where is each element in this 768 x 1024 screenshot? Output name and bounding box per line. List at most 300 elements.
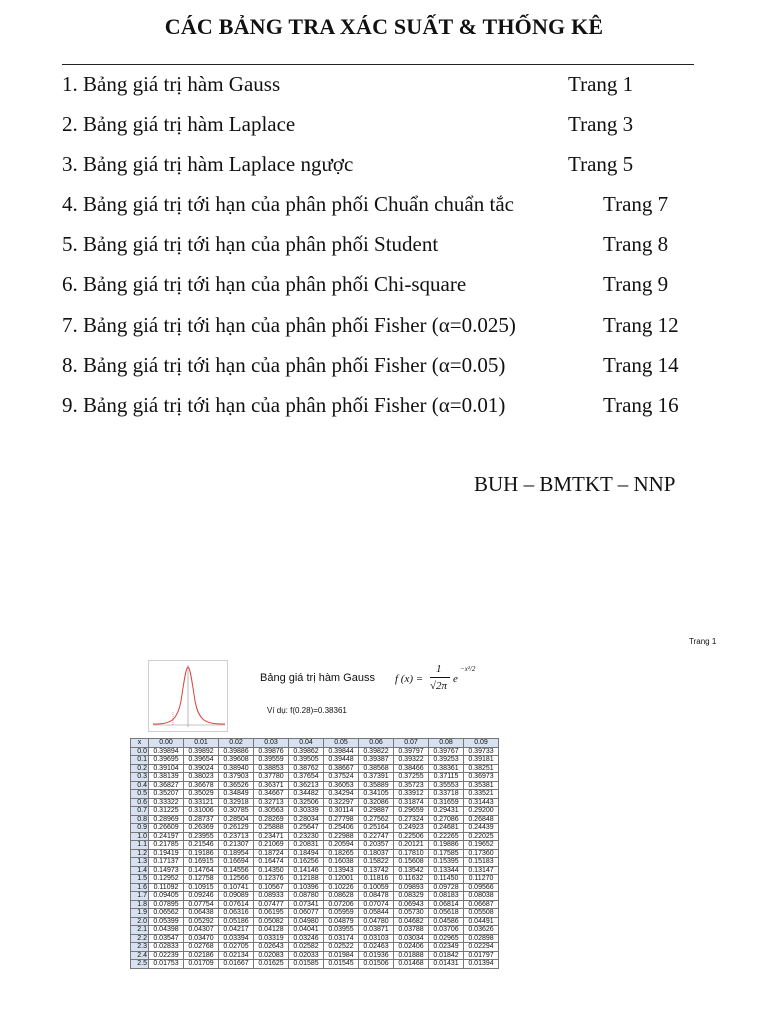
table-cell: 0.08478 <box>359 892 394 901</box>
table-cell: 0.08038 <box>464 892 499 901</box>
table-cell: 0.07074 <box>359 900 394 909</box>
table-cell: 0.30339 <box>289 807 324 816</box>
table-cell: 0.20357 <box>359 841 394 850</box>
table-cell: 0.37255 <box>394 773 429 782</box>
table-cell: 0.05618 <box>429 909 464 918</box>
table-cell: 0.36526 <box>219 781 254 790</box>
table-cell: 0.35889 <box>359 781 394 790</box>
table-cell: 0.26129 <box>219 824 254 833</box>
table-cell: 0.20121 <box>394 841 429 850</box>
row-header: 2.3 <box>131 943 149 952</box>
table-cell: 0.04307 <box>184 926 219 935</box>
table-cell: 0.39797 <box>394 747 429 756</box>
table-cell: 0.37524 <box>324 773 359 782</box>
table-cell: 0.37780 <box>254 773 289 782</box>
table-cell: 0.38023 <box>184 773 219 782</box>
table-cell: 0.05186 <box>219 917 254 926</box>
row-header: 0.6 <box>131 798 149 807</box>
table-cell: 0.04128 <box>254 926 289 935</box>
table-row <box>131 798 499 807</box>
table-cell: 0.02033 <box>289 951 324 960</box>
table-row <box>131 926 499 935</box>
table-cell: 0.05508 <box>464 909 499 918</box>
table-cell: 0.20831 <box>289 841 324 850</box>
table-cell: 0.19652 <box>464 841 499 850</box>
table-cell: 0.09089 <box>219 892 254 901</box>
table-cell: 0.12188 <box>289 875 324 884</box>
table-cell: 0.28737 <box>184 815 219 824</box>
formula-denominator: √2π <box>430 680 448 692</box>
table-cell: 0.02582 <box>289 943 324 952</box>
table-cell: 0.33322 <box>149 798 184 807</box>
table-cell: 0.32086 <box>359 798 394 807</box>
table-cell: 0.12566 <box>219 875 254 884</box>
table-cell: 0.01888 <box>394 951 429 960</box>
table-cell: 0.38568 <box>359 764 394 773</box>
table-cell: 0.11270 <box>464 875 499 884</box>
table-row <box>131 883 499 892</box>
toc-item-8[interactable]: 8. Bảng giá trị tới hạn của phân phối Fisher (α=0.05) <box>62 353 506 377</box>
table-cell: 0.33912 <box>394 790 429 799</box>
table-cell: 0.35553 <box>429 781 464 790</box>
table-cell: 0.39024 <box>184 764 219 773</box>
table-cell: 0.08628 <box>324 892 359 901</box>
table-cell: 0.34105 <box>359 790 394 799</box>
table-cell: 0.36213 <box>289 781 324 790</box>
table-cell: 0.02349 <box>429 943 464 952</box>
table-cell: 0.19419 <box>149 849 184 858</box>
table-cell: 0.18494 <box>289 849 324 858</box>
row-header: 1.1 <box>131 841 149 850</box>
table-cell: 0.02186 <box>184 951 219 960</box>
table-cell: 0.35207 <box>149 790 184 799</box>
formula-base: e <box>453 673 458 685</box>
table-cell: 0.07614 <box>219 900 254 909</box>
table-cell: 0.01842 <box>429 951 464 960</box>
column-header: 0.01 <box>184 739 219 748</box>
table-cell: 0.36973 <box>464 773 499 782</box>
table-cell: 0.38853 <box>254 764 289 773</box>
table-cell: 0.04491 <box>464 917 499 926</box>
page-label: Trang 1 <box>689 637 717 646</box>
table-cell: 0.33718 <box>429 790 464 799</box>
table-cell: 0.01797 <box>464 951 499 960</box>
table-row <box>131 773 499 782</box>
table-cell: 0.14556 <box>219 866 254 875</box>
table-cell: 0.32506 <box>289 798 324 807</box>
toc-item-9[interactable]: 9. Bảng giá trị tới hạn của phân phối Fisher (α=0.01) <box>62 393 506 417</box>
table-cell: 0.28969 <box>149 815 184 824</box>
table-cell: 0.29659 <box>394 807 429 816</box>
table-row <box>131 781 499 790</box>
table-cell: 0.08183 <box>429 892 464 901</box>
table-cell: 0.02965 <box>429 934 464 943</box>
table-cell: 0.27324 <box>394 815 429 824</box>
table-cell: 0.36827 <box>149 781 184 790</box>
table-cell: 0.39733 <box>464 747 499 756</box>
row-header: 2.1 <box>131 926 149 935</box>
row-header: 0.2 <box>131 764 149 773</box>
table-cell: 0.02083 <box>254 951 289 960</box>
table-cell: 0.35723 <box>394 781 429 790</box>
table-cell: 0.22747 <box>359 832 394 841</box>
table-cell: 0.30785 <box>219 807 254 816</box>
table-cell: 0.35029 <box>184 790 219 799</box>
table-cell: 0.31443 <box>464 798 499 807</box>
table-cell: 0.10567 <box>254 883 289 892</box>
table-row <box>131 892 499 901</box>
table-cell: 0.37391 <box>359 773 394 782</box>
formula-numerator: 1 <box>436 663 442 675</box>
row-header: 1.9 <box>131 909 149 918</box>
table-cell: 0.39505 <box>289 756 324 765</box>
table-cell: 0.07477 <box>254 900 289 909</box>
table-cell: 0.12952 <box>149 875 184 884</box>
table-row <box>131 943 499 952</box>
formula-exponent: −x²/2 <box>460 665 476 673</box>
table-cell: 0.39892 <box>184 747 219 756</box>
table-cell: 0.27798 <box>324 815 359 824</box>
toc-item-7[interactable]: 7. Bảng giá trị tới hạn của phân phối Fisher (α=0.025) <box>62 313 516 337</box>
table-cell: 0.04879 <box>324 917 359 926</box>
table-cell: 0.10226 <box>324 883 359 892</box>
author-line: BUH – BMTKT – NNP <box>474 472 676 496</box>
table-cell: 0.03788 <box>394 926 429 935</box>
table-cell: 0.37115 <box>429 773 464 782</box>
toc-item-6[interactable]: 6. Bảng giá trị tới hạn của phân phối Chi-square <box>62 272 467 296</box>
table-cell: 0.04586 <box>429 917 464 926</box>
table-cell: 0.06814 <box>429 900 464 909</box>
table-cell: 0.05082 <box>254 917 289 926</box>
table-cell: 0.29887 <box>359 807 394 816</box>
table-cell: 0.29200 <box>464 807 499 816</box>
table-cell: 0.18954 <box>219 849 254 858</box>
row-header: 1.5 <box>131 875 149 884</box>
table-cell: 0.05399 <box>149 917 184 926</box>
table-cell: 0.38466 <box>394 764 429 773</box>
table-row <box>131 858 499 867</box>
table-cell: 0.08933 <box>254 892 289 901</box>
row-header: 1.2 <box>131 849 149 858</box>
table-cell: 0.39894 <box>149 747 184 756</box>
table-cell: 0.14764 <box>184 866 219 875</box>
table-cell: 0.36678 <box>184 781 219 790</box>
table-cell: 0.21307 <box>219 841 254 850</box>
table-cell: 0.03103 <box>359 934 394 943</box>
table-corner: x <box>131 739 149 748</box>
table-cell: 0.34294 <box>324 790 359 799</box>
table-row <box>131 917 499 926</box>
table-cell: 0.27086 <box>429 815 464 824</box>
table-cell: 0.39844 <box>324 747 359 756</box>
table-cell: 0.09405 <box>149 892 184 901</box>
table-cell: 0.25647 <box>289 824 324 833</box>
table-cell: 0.39253 <box>429 756 464 765</box>
table-cell: 0.12001 <box>324 875 359 884</box>
column-header: 0.05 <box>324 739 359 748</box>
table-cell: 0.05844 <box>359 909 394 918</box>
table-body <box>131 747 499 968</box>
table-cell: 0.04980 <box>289 917 324 926</box>
title-rule <box>62 64 694 65</box>
column-header: 0.02 <box>219 739 254 748</box>
table-cell: 0.39387 <box>359 756 394 765</box>
table-row <box>131 866 499 875</box>
table-cell: 0.02768 <box>184 943 219 952</box>
table-cell: 0.16474 <box>254 858 289 867</box>
table-cell: 0.24681 <box>429 824 464 833</box>
row-header: 2.0 <box>131 917 149 926</box>
table-cell: 0.33121 <box>184 798 219 807</box>
table-cell: 0.03174 <box>324 934 359 943</box>
toc-item-2[interactable]: 2. Bảng giá trị hàm Laplace <box>62 112 296 136</box>
table-cell: 0.15395 <box>429 858 464 867</box>
table-cell: 0.33521 <box>464 790 499 799</box>
table-cell: 0.39608 <box>219 756 254 765</box>
table-cell: 0.15183 <box>464 858 499 867</box>
table-cell: 0.15608 <box>394 858 429 867</box>
table-cell: 0.31659 <box>429 798 464 807</box>
toc-item-3[interactable]: 3. Bảng giá trị hàm Laplace ngược <box>62 152 354 176</box>
table-cell: 0.02705 <box>219 943 254 952</box>
table-cell: 0.14146 <box>289 866 324 875</box>
table-cell: 0.07754 <box>184 900 219 909</box>
table-cell: 0.11816 <box>359 875 394 884</box>
table-cell: 0.07895 <box>149 900 184 909</box>
table-cell: 0.39767 <box>429 747 464 756</box>
table-cell: 0.09566 <box>464 883 499 892</box>
table-cell: 0.10396 <box>289 883 324 892</box>
table-cell: 0.03547 <box>149 934 184 943</box>
table-cell: 0.01984 <box>324 951 359 960</box>
table-cell: 0.25888 <box>254 824 289 833</box>
table-cell: 0.04682 <box>394 917 429 926</box>
table-cell: 0.06438 <box>184 909 219 918</box>
example-note: Ví dụ: f(0.28)=0.38361 <box>267 706 347 715</box>
table-cell: 0.11632 <box>394 875 429 884</box>
table-cell: 0.02833 <box>149 943 184 952</box>
toc-page-7[interactable]: Trang 12 <box>603 313 679 337</box>
row-header: 1.6 <box>131 883 149 892</box>
table-cell: 0.38139 <box>149 773 184 782</box>
table-cell: 0.32713 <box>254 798 289 807</box>
table-cell: 0.01468 <box>394 960 429 969</box>
table-row <box>131 909 499 918</box>
table-cell: 0.26848 <box>464 815 499 824</box>
table-header-row <box>131 739 499 748</box>
formula-fraction-bar <box>430 677 450 678</box>
toc-page-8[interactable]: Trang 14 <box>603 353 679 377</box>
toc-page-6[interactable]: Trang 9 <box>603 272 669 296</box>
table-cell: 0.04398 <box>149 926 184 935</box>
table-cell: 0.21546 <box>184 841 219 850</box>
table-row <box>131 875 499 884</box>
table-cell: 0.31006 <box>184 807 219 816</box>
table-cell: 0.03319 <box>254 934 289 943</box>
table-cell: 0.39822 <box>359 747 394 756</box>
table-cell: 0.24197 <box>149 832 184 841</box>
table-cell: 0.01506 <box>359 960 394 969</box>
table-cell: 0.02522 <box>324 943 359 952</box>
table-cell: 0.31225 <box>149 807 184 816</box>
toc-page-9[interactable]: Trang 16 <box>603 393 679 417</box>
table-cell: 0.06195 <box>254 909 289 918</box>
table-cell: 0.25164 <box>359 824 394 833</box>
table-cell: 0.02406 <box>394 943 429 952</box>
table-cell: 0.01936 <box>359 951 394 960</box>
table-cell: 0.39862 <box>289 747 324 756</box>
row-header: 1.8 <box>131 900 149 909</box>
table-cell: 0.22506 <box>394 832 429 841</box>
table-cell: 0.17810 <box>394 849 429 858</box>
column-header: 0.09 <box>464 739 499 748</box>
document-title: CÁC BẢNG TRA XÁC SUẤT & THỐNG KÊ <box>164 14 604 39</box>
toc-page-5[interactable]: Trang 8 <box>603 232 669 256</box>
table-cell: 0.08329 <box>394 892 429 901</box>
table-cell: 0.01545 <box>324 960 359 969</box>
table-cell: 0.16256 <box>289 858 324 867</box>
table-cell: 0.10059 <box>359 883 394 892</box>
table-cell: 0.38667 <box>324 764 359 773</box>
table-cell: 0.39181 <box>464 756 499 765</box>
table-cell: 0.26609 <box>149 824 184 833</box>
table-cell: 0.01625 <box>254 960 289 969</box>
table-cell: 0.22025 <box>464 832 499 841</box>
table-row <box>131 764 499 773</box>
toc-item-5[interactable]: 5. Bảng giá trị tới hạn của phân phối Student <box>62 232 439 256</box>
toc-page-1[interactable]: Trang 1 <box>568 72 634 96</box>
table-cell: 0.39559 <box>254 756 289 765</box>
table-cell: 0.22265 <box>429 832 464 841</box>
table-cell: 0.06943 <box>394 900 429 909</box>
table-cell: 0.01394 <box>464 960 499 969</box>
table-cell: 0.10915 <box>184 883 219 892</box>
table-cell: 0.02463 <box>359 943 394 952</box>
table-cell: 0.01709 <box>184 960 219 969</box>
table-cell: 0.07206 <box>324 900 359 909</box>
table-row <box>131 807 499 816</box>
table-cell: 0.02643 <box>254 943 289 952</box>
table-cell: 0.03394 <box>219 934 254 943</box>
table-cell: 0.37654 <box>289 773 324 782</box>
table-cell: 0.05959 <box>324 909 359 918</box>
table-cell: 0.39654 <box>184 756 219 765</box>
table-cell: 0.38361 <box>429 764 464 773</box>
row-header: 1.0 <box>131 832 149 841</box>
row-header: 1.4 <box>131 866 149 875</box>
toc-page-2[interactable]: Trang 3 <box>568 112 634 136</box>
table-cell: 0.39104 <box>149 764 184 773</box>
table-cell: 0.01753 <box>149 960 184 969</box>
table-cell: 0.23955 <box>184 832 219 841</box>
table-cell: 0.32918 <box>219 798 254 807</box>
table-cell: 0.39695 <box>149 756 184 765</box>
table-cell: 0.17360 <box>464 849 499 858</box>
column-header: 0.07 <box>394 739 429 748</box>
row-header: 2.5 <box>131 960 149 969</box>
table-cell: 0.11092 <box>149 883 184 892</box>
table-cell: 0.06562 <box>149 909 184 918</box>
table-cell: 0.13344 <box>429 866 464 875</box>
table-cell: 0.04780 <box>359 917 394 926</box>
toc-page-4[interactable]: Trang 7 <box>603 192 669 216</box>
table-cell: 0.05730 <box>394 909 429 918</box>
table-cell: 0.18265 <box>324 849 359 858</box>
table-cell: 0.13742 <box>359 866 394 875</box>
column-header: 0.04 <box>289 739 324 748</box>
table-cell: 0.18037 <box>359 849 394 858</box>
table-cell: 0.18724 <box>254 849 289 858</box>
table-cell: 0.26369 <box>184 824 219 833</box>
table-cell: 0.32297 <box>324 798 359 807</box>
table-cell: 0.39876 <box>254 747 289 756</box>
column-header: 0.00 <box>149 739 184 748</box>
table-cell: 0.06316 <box>219 909 254 918</box>
toc-item-1[interactable]: 1. Bảng giá trị hàm Gauss <box>62 72 281 96</box>
toc-item-4[interactable]: 4. Bảng giá trị tới hạn của phân phối Chuẩn chuẩn tắc <box>62 192 514 216</box>
table-cell: 0.13542 <box>394 866 429 875</box>
row-header: 0.3 <box>131 773 149 782</box>
table-cell: 0.24439 <box>464 824 499 833</box>
table-cell: 0.30114 <box>324 807 359 816</box>
table-cell: 0.34849 <box>219 790 254 799</box>
table-cell: 0.11450 <box>429 875 464 884</box>
column-header: 0.06 <box>359 739 394 748</box>
table-cell: 0.13943 <box>324 866 359 875</box>
table-cell: 0.21069 <box>254 841 289 850</box>
row-header: 0.8 <box>131 815 149 824</box>
table-cell: 0.39886 <box>219 747 254 756</box>
table-cell: 0.06077 <box>289 909 324 918</box>
table-cell: 0.09728 <box>429 883 464 892</box>
table-cell: 0.23471 <box>254 832 289 841</box>
table-cell: 0.03955 <box>324 926 359 935</box>
table-cell: 0.02134 <box>219 951 254 960</box>
row-header: 1.7 <box>131 892 149 901</box>
table-cell: 0.14973 <box>149 866 184 875</box>
table-cell: 0.02294 <box>464 943 499 952</box>
row-header: 1.3 <box>131 858 149 867</box>
table-row <box>131 790 499 799</box>
table-cell: 0.27562 <box>359 815 394 824</box>
table-cell: 0.17585 <box>429 849 464 858</box>
row-header: 2.4 <box>131 951 149 960</box>
table-cell: 0.12758 <box>184 875 219 884</box>
gauss-curve-image <box>148 660 228 732</box>
row-header: 0.5 <box>131 790 149 799</box>
table-cell: 0.01585 <box>289 960 324 969</box>
row-header: 0.9 <box>131 824 149 833</box>
table-cell: 0.31874 <box>394 798 429 807</box>
toc-page-3[interactable]: Trang 5 <box>568 152 634 176</box>
table-row <box>131 747 499 756</box>
table-cell: 0.07341 <box>289 900 324 909</box>
formula-lhs: f (x) = <box>395 673 424 685</box>
column-header: 0.08 <box>429 739 464 748</box>
table-cell: 0.34482 <box>289 790 324 799</box>
table-row <box>131 900 499 909</box>
table-cell: 0.14350 <box>254 866 289 875</box>
table-cell: 0.03034 <box>394 934 429 943</box>
table-row <box>131 934 499 943</box>
column-header: 0.03 <box>254 739 289 748</box>
table-cell: 0.04217 <box>219 926 254 935</box>
table-cell: 0.28034 <box>289 815 324 824</box>
table-cell: 0.03470 <box>184 934 219 943</box>
table-cell: 0.01431 <box>429 960 464 969</box>
table-cell: 0.38251 <box>464 764 499 773</box>
table-cell: 0.08780 <box>289 892 324 901</box>
